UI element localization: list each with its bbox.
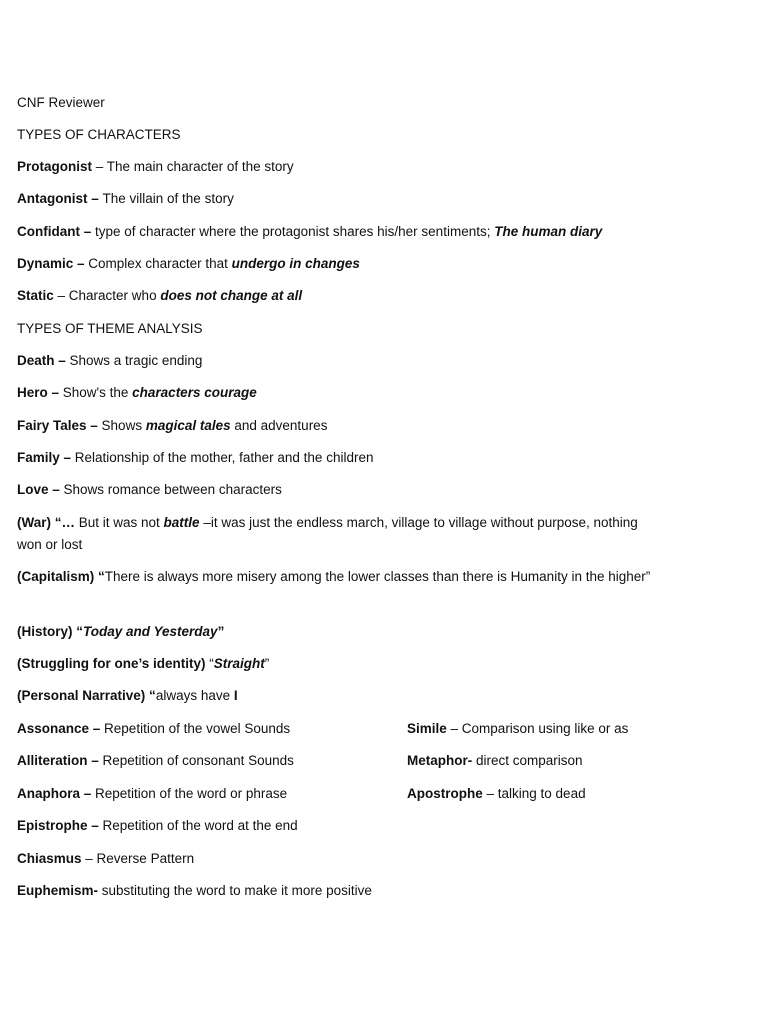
document-title: CNF Reviewer: [17, 95, 105, 110]
definition: always have: [155, 688, 234, 703]
emphasis: undergo in changes: [231, 256, 360, 271]
quote-open: “: [209, 656, 214, 671]
entry-hero: [17, 382, 677, 404]
entry-capitalism: [17, 566, 657, 588]
term: Static: [17, 288, 54, 303]
emphasis: characters courage: [132, 385, 257, 400]
term: Anaphora –: [17, 786, 96, 801]
emphasis: magical tales: [145, 418, 231, 433]
emphasis: battle: [163, 515, 200, 530]
quote-close: ”: [217, 624, 225, 639]
entry-static: [17, 285, 677, 307]
term: Apostrophe: [407, 786, 483, 801]
term: (War) “…: [17, 515, 79, 530]
definition: There is always more misery among the lower classes than there is Humanity in the higher”: [104, 569, 651, 584]
entry-apostrophe: [407, 783, 586, 805]
term: Euphemism-: [17, 883, 99, 898]
term: Fairy Tales –: [17, 418, 102, 433]
definition: Shows a tragic ending: [69, 353, 203, 368]
term: Protagonist: [17, 159, 93, 174]
definition: The main character of the story: [106, 159, 294, 174]
entry-epistrophe: [17, 815, 677, 837]
definition: Comparison using like or as: [461, 721, 629, 736]
entry-identity: [17, 653, 677, 675]
entry-love: [17, 479, 677, 501]
quote-close: ”: [264, 656, 270, 671]
separator: –: [482, 786, 498, 801]
emphasis: does not change at all: [160, 288, 303, 303]
term: (Struggling for one’s identity): [17, 656, 210, 671]
definition: Repetition of the word or phrase: [95, 786, 288, 801]
entry-fairy-tales: [17, 415, 677, 437]
definition: Complex character that: [88, 256, 232, 271]
term: Chiasmus: [17, 851, 82, 866]
definition: Relationship of the mother, father and the children: [74, 450, 374, 465]
entry-antagonist: [17, 188, 677, 210]
definition: Repetition of the vowel Sounds: [104, 721, 291, 736]
definition: Repetition of consonant Sounds: [102, 753, 294, 768]
term: Assonance –: [17, 721, 105, 736]
separator: –: [53, 288, 69, 303]
separator: –: [446, 721, 462, 736]
entry-family: [17, 447, 677, 469]
definition: Repetition of the word at the end: [102, 818, 298, 833]
term: Love –: [17, 482, 64, 497]
term: Dynamic –: [17, 256, 89, 271]
definition: Reverse Pattern: [96, 851, 195, 866]
term: Metaphor-: [407, 753, 473, 768]
entry-protagonist: [17, 156, 677, 178]
definition: talking to dead: [497, 786, 586, 801]
entry-death: [17, 350, 677, 372]
term: Hero –: [17, 385, 63, 400]
entry-simile: [407, 718, 628, 740]
definition: Show's the: [62, 385, 133, 400]
term: Simile: [407, 721, 447, 736]
term: Alliteration –: [17, 753, 103, 768]
emphasis: I: [233, 688, 238, 703]
term: (History) “: [17, 624, 84, 639]
entry-metaphor: [407, 750, 583, 772]
entry-euphemism: [17, 880, 677, 902]
definition-tail: and adventures: [230, 418, 328, 433]
section-heading-theme: TYPES OF THEME ANALYSIS: [17, 321, 203, 336]
section-heading-characters: TYPES OF CHARACTERS: [17, 127, 181, 142]
definition: substituting the word to make it more positive: [98, 883, 372, 898]
entry-chiasmus: [17, 848, 677, 870]
definition: Shows: [101, 418, 146, 433]
emphasis: The human diary: [494, 224, 603, 239]
entry-confidant: [17, 221, 677, 243]
term: (Personal Narrative) “: [17, 688, 156, 703]
definition: But it was not: [78, 515, 164, 530]
emphasis: Today and Yesterday: [83, 624, 218, 639]
term: Confidant –: [17, 224, 95, 239]
term: Epistrophe –: [17, 818, 103, 833]
entry-war: [17, 512, 657, 556]
term: (Capitalism) “: [17, 569, 105, 584]
emphasis: Straight: [213, 656, 265, 671]
definition: type of character where the protagonist shares his/her sentiments;: [95, 224, 495, 239]
entry-dynamic: [17, 253, 677, 275]
entry-history: [17, 621, 677, 643]
definition-tail: –it was just the endless march, village to village without purpose, nothing won or lost: [17, 515, 638, 552]
entry-personal-narrative: [17, 685, 677, 707]
definition: The villain of the story: [102, 191, 234, 206]
definition: direct comparison: [472, 753, 583, 768]
separator: –: [81, 851, 97, 866]
separator: –: [92, 159, 107, 174]
term: Antagonist –: [17, 191, 103, 206]
term: Death –: [17, 353, 70, 368]
definition: Shows romance between characters: [63, 482, 282, 497]
definition: Character who: [68, 288, 161, 303]
term: Family –: [17, 450, 75, 465]
